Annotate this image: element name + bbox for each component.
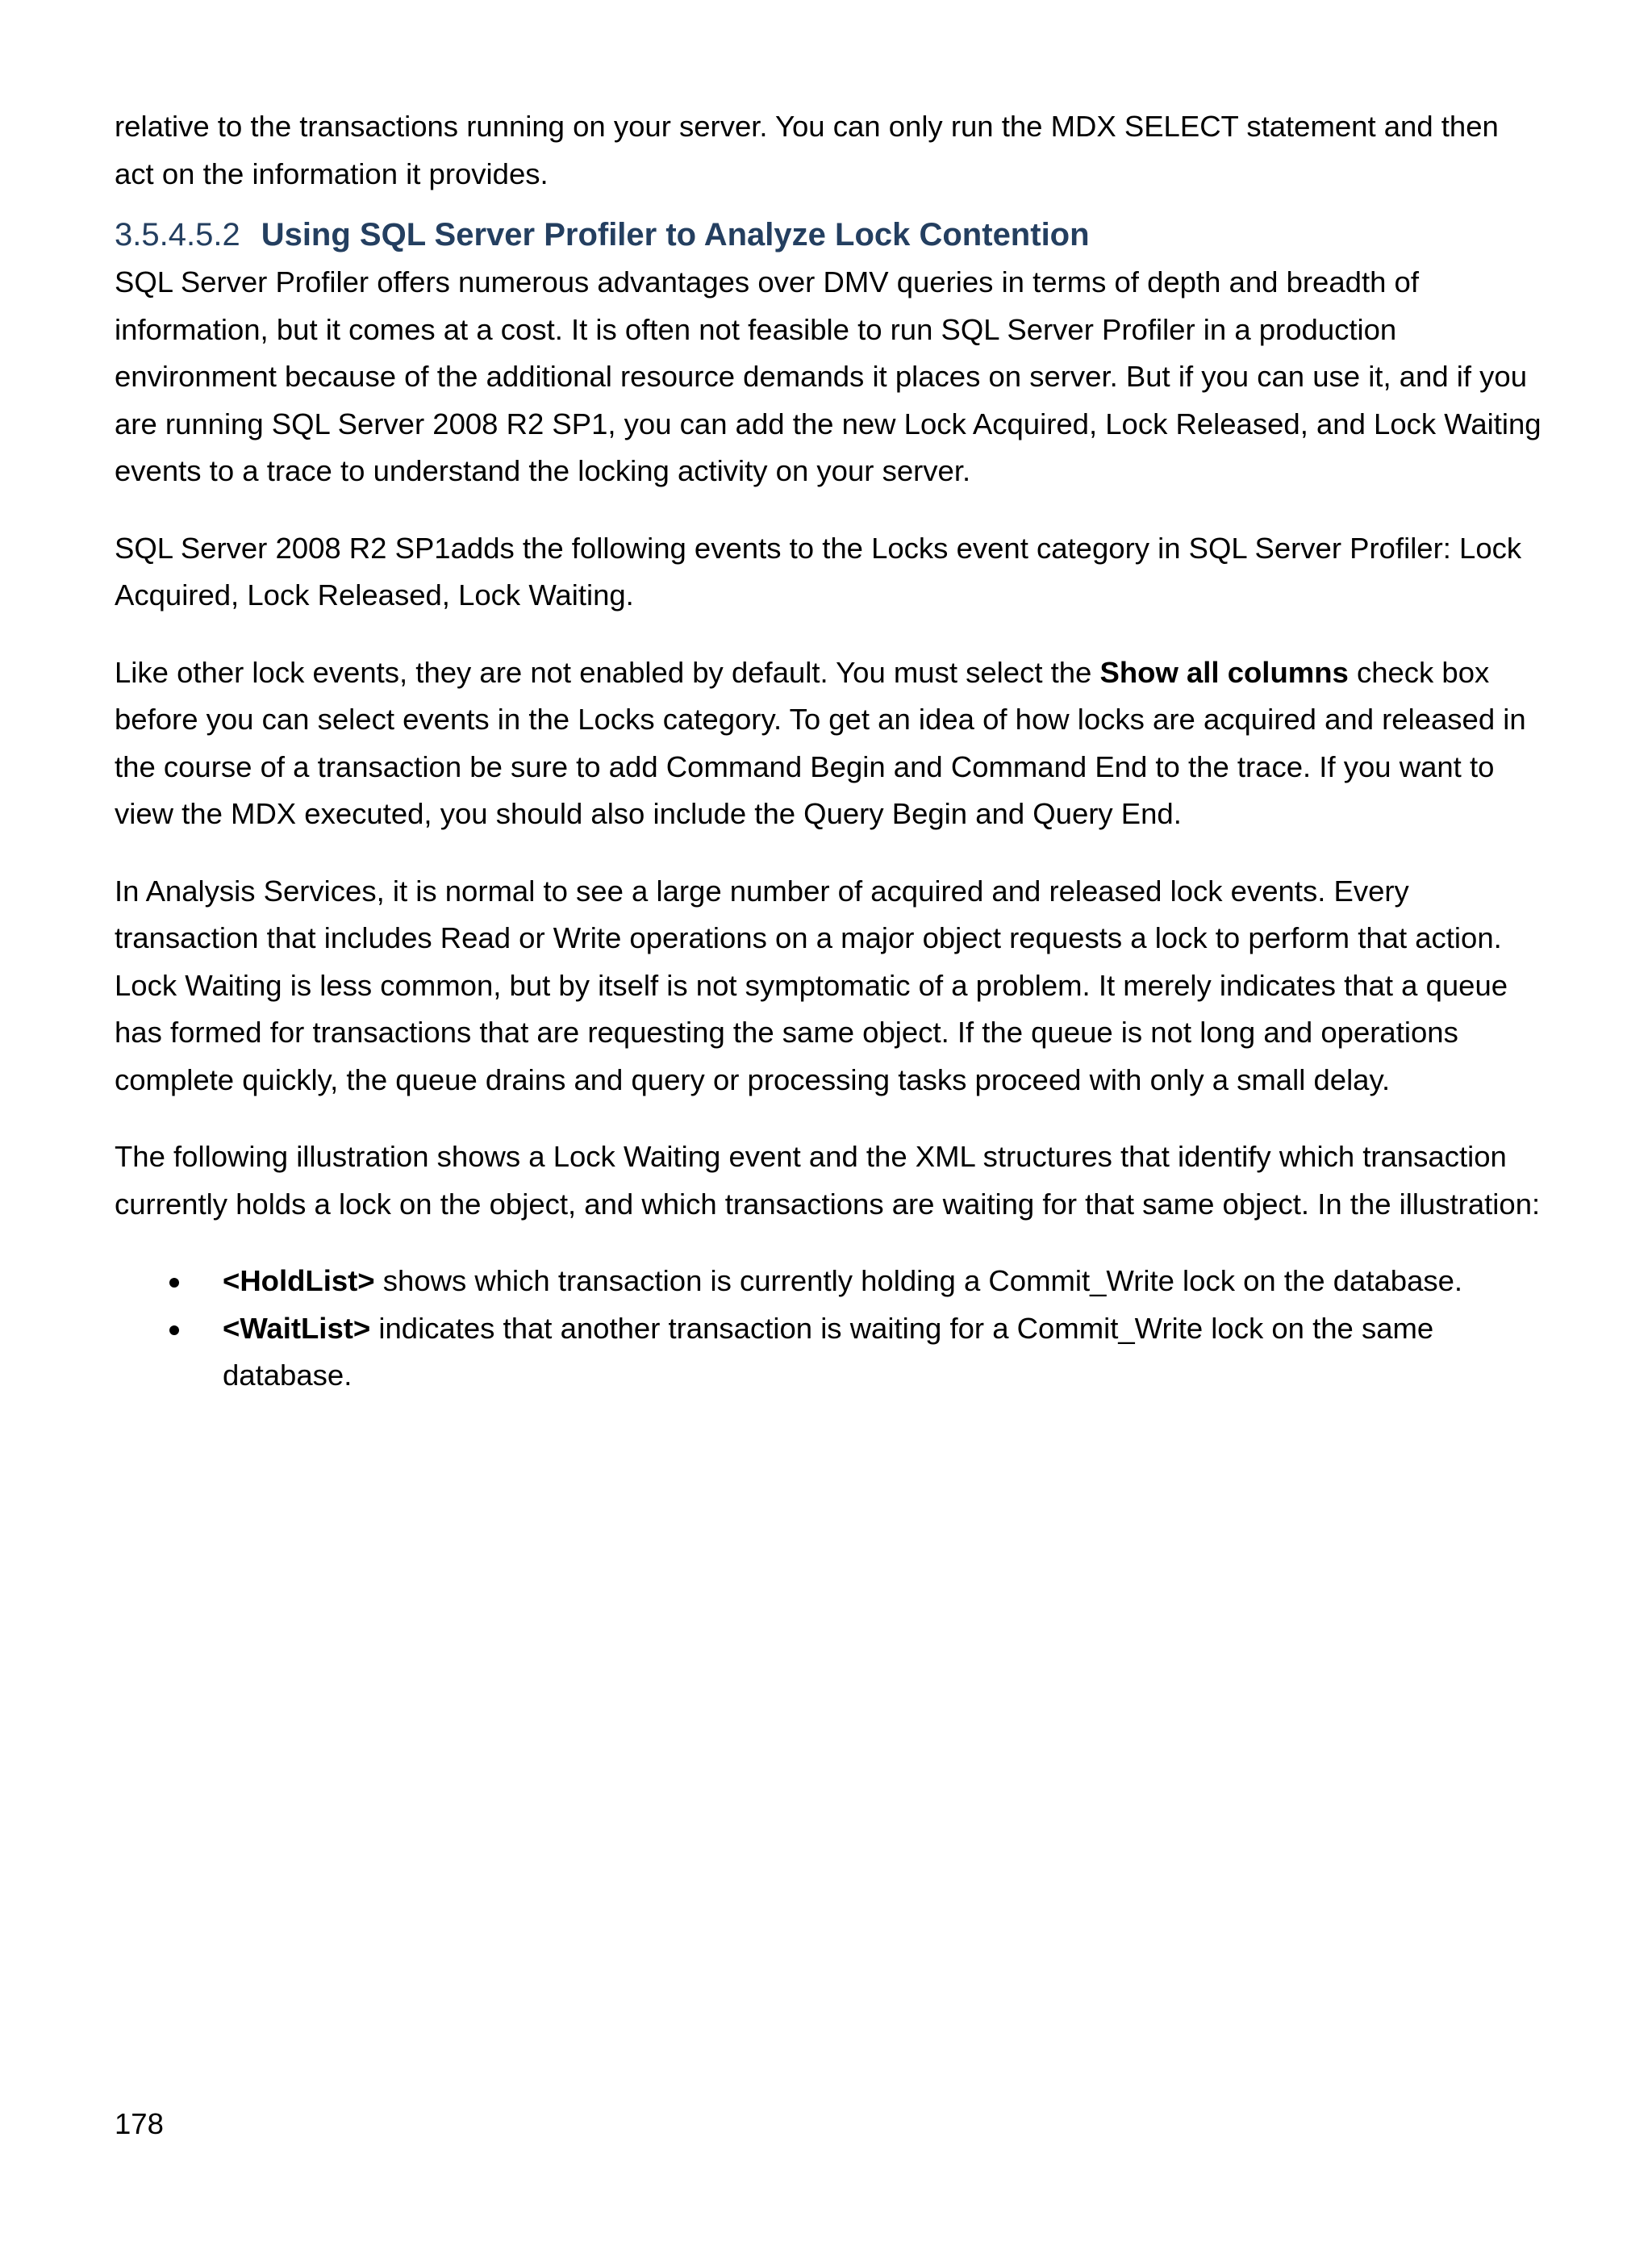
paragraph-illustration-intro: The following illustration shows a Lock Waiting event and the XML structures that identify which transaction currently holds a lock on the object, and which transactions are waiting for that same object. In the illustration: <box>115 1140 1541 1221</box>
paragraph-enable-events-after: check box before you can select events in the Locks category. To get an idea of how locks are acquired and released in the course of a transaction be sure to add Command Begin and Command End to the trace. If you want to view the MDX executed, you should also include the Query Begin and Query End. <box>115 655 1526 830</box>
section-title: Using SQL Server Profiler to Analyze Lock Contention <box>261 217 1090 253</box>
show-all-columns-term: Show all columns <box>1099 655 1349 689</box>
section-heading <box>115 214 1542 256</box>
waitlist-text: indicates that another transaction is waiting for a Commit_Write lock on the same database. <box>223 1311 1434 1392</box>
holdlist-term: <HoldList> <box>223 1264 375 1297</box>
bullet-list <box>115 1258 1542 1400</box>
section-number: 3.5.4.5.2 <box>115 217 240 253</box>
holdlist-text: shows which transaction is currently holding a Commit_Write lock on the database. <box>374 1264 1463 1297</box>
bullet-icon <box>169 1278 179 1288</box>
paragraph-new-events: SQL Server 2008 R2 SP1adds the following events to the Locks event category in SQL Server Profiler: Lock Acquired, Lock Released, Lock Waiting. <box>115 531 1522 612</box>
paragraph-lock-events-normal: In Analysis Services, it is normal to see a large number of acquired and released lock events. Every transaction that includes Read or Write operations on a major object requests a lock to perform that action. Lock Waiting is less common, but by itself is not symptomatic of a problem. It merely indicates that a queue has formed for transactions that are requesting the same object. If the queue is not long and operations complete quickly, the queue drains and query or processing tasks proceed with only a small delay. <box>115 874 1508 1096</box>
page-number: 178 <box>115 2107 164 2140</box>
paragraph-enable-events <box>115 649 1542 838</box>
list-item-waitlist <box>115 1305 1542 1400</box>
bullet-icon <box>169 1325 179 1335</box>
paragraph-enable-events-before: Like other lock events, they are not enabled by default. You must select the <box>115 655 1100 689</box>
list-item-holdlist <box>115 1258 1542 1305</box>
waitlist-term: <WaitList> <box>223 1311 371 1345</box>
page-body <box>115 103 1542 1400</box>
paragraph-profiler-overview: SQL Server Profiler offers numerous advantages over DMV queries in terms of depth and breadth of information, but it comes at a cost. It is often not feasible to run SQL Server Profiler in a production environment because of the additional resource demands it places on server. But if you can use it, and if you are running SQL Server 2008 R2 SP1, you can add the new Lock Acquired, Lock Released, and Lock Waiting events to a trace to understand the locking activity on your server. <box>115 265 1541 487</box>
paragraph-intro: relative to the transactions running on your server. You can only run the MDX SELECT statement and then act on the information it provides. <box>115 110 1499 190</box>
